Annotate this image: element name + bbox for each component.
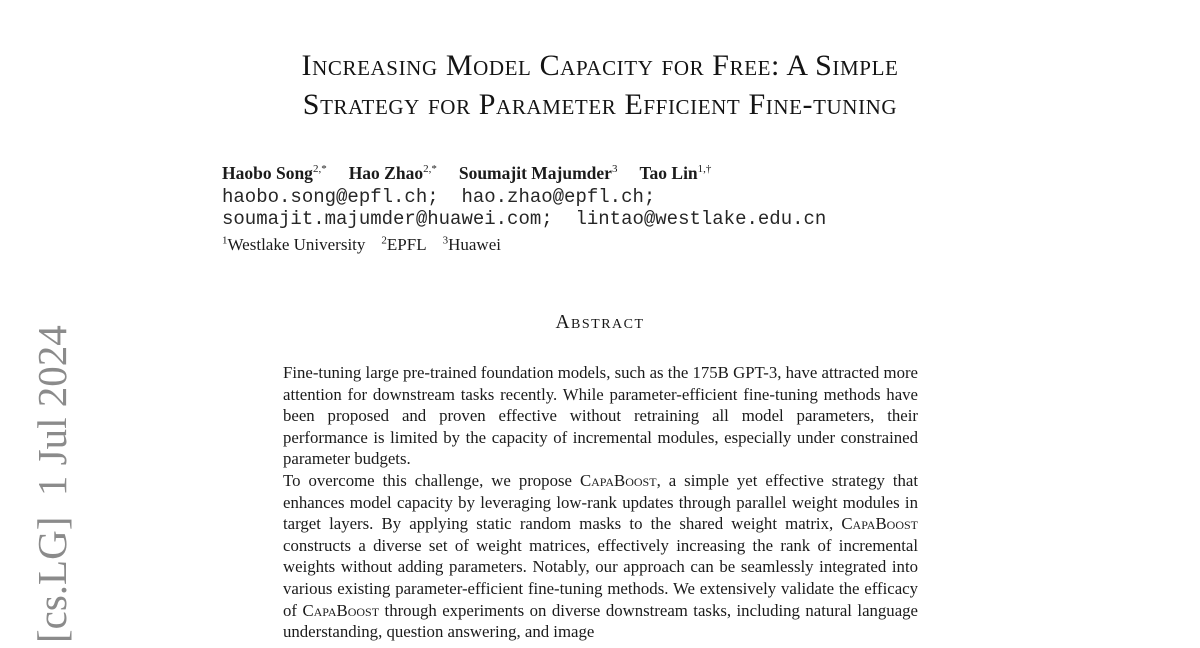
author-1-superscript: 2,* [312, 163, 327, 176]
affiliation-3 [443, 235, 501, 254]
affiliations-line [222, 234, 1200, 256]
abstract-paragraph-2 [283, 470, 918, 643]
text-segment: through experiments on diverse downstream tasks, including natural language understanding, question answering, and image [283, 600, 918, 642]
author-3 [459, 163, 618, 183]
affiliation-3-superscript: 3 [442, 234, 449, 247]
author-2 [349, 163, 437, 183]
author-3-superscript: 3 [611, 163, 618, 176]
email-line-2: soumajit.majumder@huawei.com; lintao@westlake.edu.cn [222, 207, 827, 230]
text-segment: , a simple yet effective strategy that enhances model capacity by leveraging low-rank updates through parallel weight modules in target layers. By applying static random masks to the shared weight matrix, [283, 470, 919, 534]
abstract-paragraph-1 [283, 362, 918, 470]
affiliation-1 [222, 235, 365, 254]
affiliation-3-name: Huawei [448, 235, 501, 254]
email-line-1: haobo.song@epfl.ch; hao.zhao@epfl.ch; [222, 186, 656, 208]
author-1 [222, 163, 327, 183]
text-segment: constructs a diverse set of weight matrices, effectively increasing the rank of incremental weights without adding parameters. Notably, our approach can be seamlessly integrated into various existing parameter-efficient fine-tuning methods. We extensively validate the efficacy of [283, 535, 918, 620]
author-1-name: Haobo Song [222, 163, 313, 183]
author-2-name: Hao Zhao [348, 163, 424, 183]
affiliation-2-name: EPFL [386, 235, 427, 254]
affiliation-1-superscript: 1 [222, 234, 228, 247]
paper-title [0, 46, 1200, 124]
author-4 [639, 163, 711, 183]
text-segment: Fine-tuning large pre-trained foundation models, such as the 175B GPT-3, have attracted more attention for downstream tasks recently. While parameter-efficient fine-tuning methods have been proposed and proven effective without retraining all model parameters, their performance is limited by the capacity of incremental modules, especially under constrained parameter budgets. [283, 363, 918, 469]
authors-block [222, 162, 1200, 256]
text-segment: To overcome this challenge, we propose [283, 470, 580, 490]
author-2-superscript: 2,* [423, 163, 437, 176]
smallcaps-term: CapaBoost [579, 470, 657, 490]
affiliation-1-name: Westlake University [227, 235, 366, 254]
author-3-name: Soumajit Majumder [458, 163, 612, 183]
smallcaps-term: CapaBoost [302, 600, 380, 620]
abstract-heading: Abstract [555, 312, 645, 333]
title-line-1: Increasing Model Capacity for Free: A Simple [301, 49, 899, 82]
affiliation-2 [381, 235, 426, 254]
abstract-body [283, 362, 918, 643]
title-line-2: Strategy for Parameter Efficient Fine-tuning [302, 88, 898, 121]
affiliation-2-superscript: 2 [381, 234, 387, 247]
author-line [222, 162, 1200, 185]
smallcaps-term: CapaBoost [841, 514, 918, 534]
author-4-name: Tao Lin [639, 163, 698, 183]
author-4-superscript: 1,† [697, 163, 712, 176]
arxiv-stamp: [cs.LG] 1 Jul 2024 [29, 325, 75, 643]
